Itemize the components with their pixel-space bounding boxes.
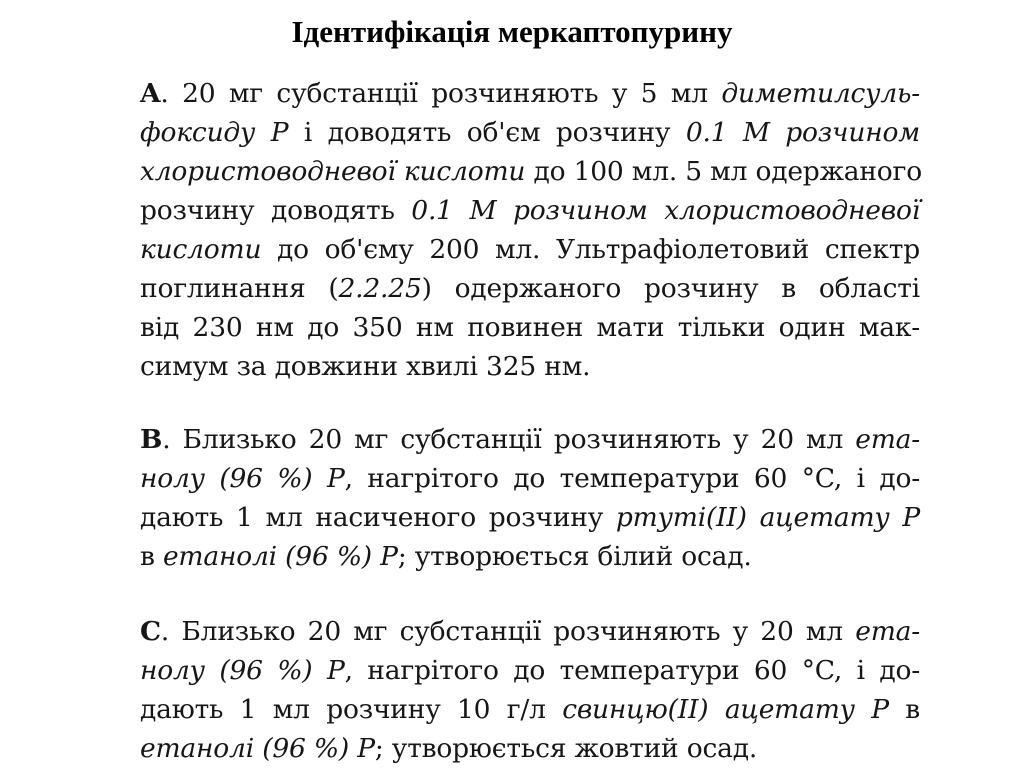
italic-term: 0.1 М розчином [685,117,920,148]
text-line [140,308,920,347]
text-line [140,347,920,386]
text-line [140,152,923,191]
text-segment: . 20 мг субстанції розчиняють у 5 мл [160,78,722,109]
italic-term: хлористоводневої кислоти [140,156,526,187]
text-line [140,74,920,113]
italic-term: етанолі (96 %) Р [162,541,398,572]
text-segment: розчину доводять [140,195,412,226]
text-line [140,191,920,230]
section-letter: C [140,616,161,647]
text-line [140,690,920,729]
text-line [140,537,920,576]
italic-term: нолу (96 %) Р [140,463,345,494]
italic-term: ета- [855,424,920,455]
text-line [140,651,920,690]
text-line [140,113,920,152]
italic-term: свинцю(ІІ) ацетату Р [562,694,889,725]
italic-term: диметилсуль- [721,78,920,109]
text-segment: в [888,694,920,725]
text-line [140,498,920,537]
text-line [140,269,920,308]
italic-term: 2.2.25 [338,273,422,304]
text-segment: поглинання ( [140,273,339,304]
text-line [140,459,920,498]
section-b-paragraph [140,420,920,576]
text-segment: ) одержаного розчину в області [421,273,920,304]
italic-term: кислоти [140,234,262,265]
italic-term: фоксиду Р [140,117,289,148]
text-line [140,230,920,269]
section-letter: A [140,78,161,109]
italic-term: нолу (96 %) Р [140,655,345,686]
text-line [140,729,920,768]
text-segment: від 230 нм до 350 нм повинен мати тільки один мак- [140,312,920,343]
text-segment: дають 1 мл розчину 10 г/л [140,694,563,725]
italic-term: ртуті(ІІ) ацетату Р [615,502,920,533]
section-a-paragraph [140,74,923,386]
section-c-paragraph [140,612,920,768]
italic-term: 0.1 М розчином хлористоводневої [411,195,920,226]
text-segment: до 100 мл. 5 мл одержаного [525,156,923,187]
text-segment: дають 1 мл насиченого розчину [140,502,616,533]
text-segment: . Близько 20 мг субстанції розчиняють у 20 мл [160,616,856,647]
text-segment: . Близько 20 мг субстанції розчиняють у 20 мл [162,424,856,455]
text-segment: ; утворюється білий осад. [397,541,752,572]
italic-term: ета- [855,616,920,647]
text-segment: ; утворюється жовтий осад. [374,733,758,764]
text-line [140,420,920,459]
italic-term: етанолі (96 %) Р [140,733,375,764]
text-segment: і доводять об'єм розчину [288,117,686,148]
text-line [140,612,920,651]
section-letter: B [140,424,163,455]
text-segment: , нагрітого до температури 60 °C, і до- [344,463,921,494]
text-segment: в [140,541,163,572]
page-title: Ідентифікація меркаптопурину [291,14,733,49]
text-segment: , нагрітого до температури 60 °C, і до- [344,655,921,686]
text-segment: симум за довжини хвилі 325 нм. [140,351,591,382]
text-segment: до об'єму 200 мл. Ультрафіолетовий спектр [261,234,920,265]
